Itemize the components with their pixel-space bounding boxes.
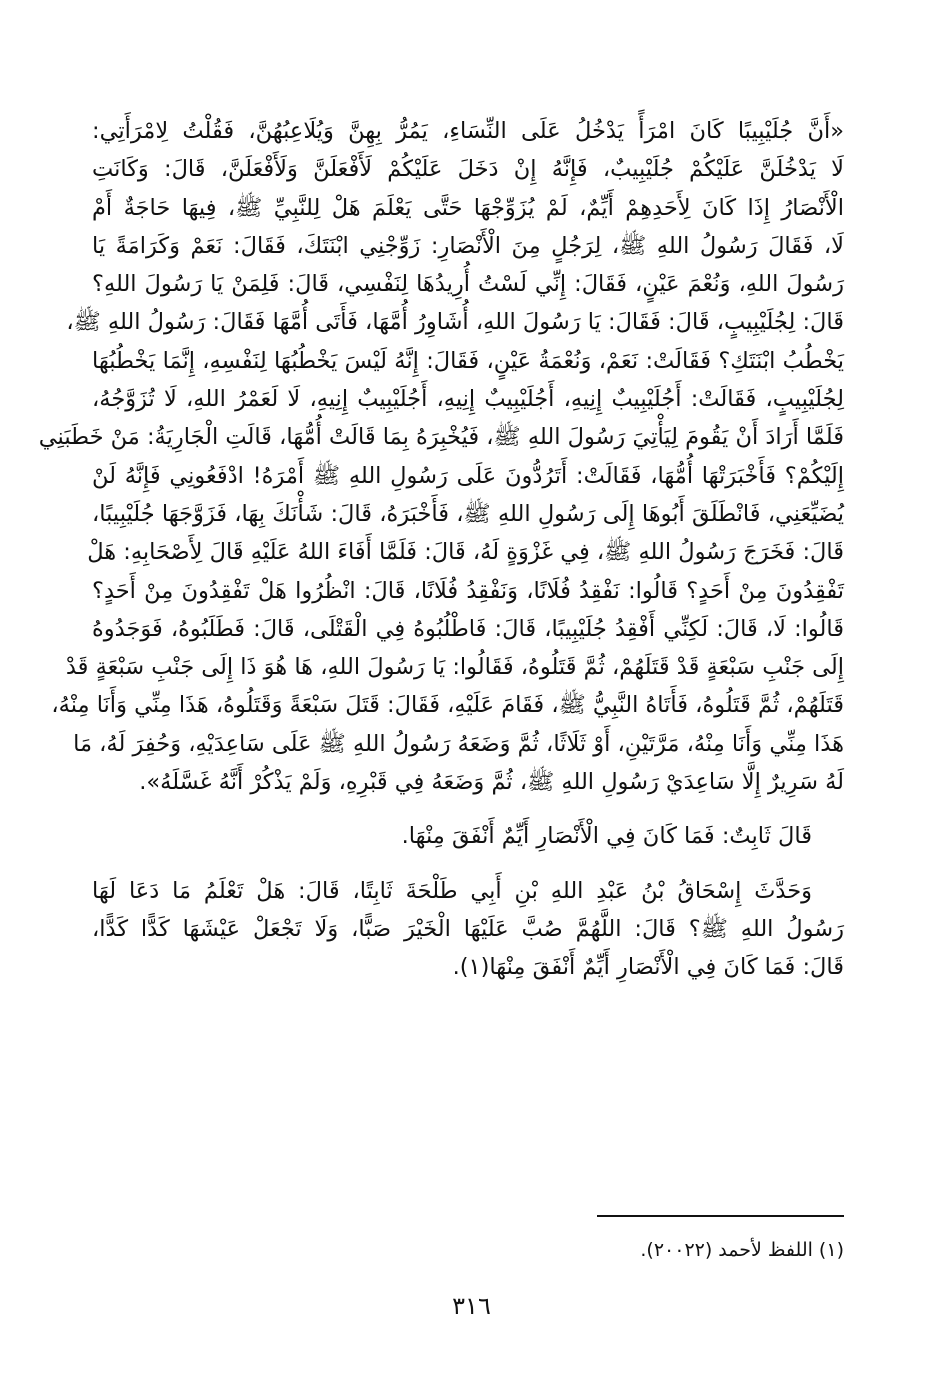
text-line: تَفْقِدُونَ مِنْ أَحَدٍ؟ قَالُوا: نَفْقِدُ فُلَانًا، وَنَفْقِدُ فُلَانًا، قَالَ: انْظُرُوا هَلْ تَفْقِدُونَ مِنْ أَحَدٍ؟ (92, 577, 844, 604)
text-line: الْأَنْصَارُ إِذَا كَانَ لِأَحَدِهِمْ أَيِّمٌ، لَمْ يُزَوِّجْهَا حَتَّى يَعْلَمَ هَلْ لِلنَّبِيِّ ﷺ، فِيهَا حَاجَةٌ أَمْ (92, 194, 844, 221)
text-line: قَالَ: لِجُلَيْبِيبٍ، قَالَ: فَقَالَ: يَا رَسُولَ اللهِ، أُشَاوِرُ أُمَّهَا، فَأَتَى أُمَّهَا فَقَالَ: رَسُولُ اللهِ ﷺ، (66, 309, 844, 336)
text-line: لَهُ سَرِيرٌ إِلَّا سَاعِدَيْ رَسُولِ اللهِ ﷺ، ثُمَّ وَضَعَهُ فِي قَبْرِهِ، وَلَمْ يَذْكُرْ أَنَّهُ غَسَّلَهُ». (139, 769, 844, 796)
footnote-divider (597, 1215, 844, 1217)
text-line: رَسُولَ اللهِ، وَنُعْمَ عَيْنٍ، فَقَالَ: إِنِّي لَسْتُ أُرِيدُهَا لِنَفْسِي، قَالَ: فَلِمَنْ يَا رَسُولَ اللهِ؟ (92, 271, 844, 298)
text-line: لِجُلَيْبِيبٍ، فَقَالَتْ: أَجُلَيْبِيبٌ إِنِيهِ، أَجُلَيْبِيبٌ إِنِيهِ، أَجُلَيْبِيبٌ إِنِيهِ، لَا لَعَمْرُ اللهِ، لَا تُزَوَّجُهُ، (92, 386, 844, 413)
footnote: (١) اللفظ لأحمد (٢٠٠٢٢). (640, 1239, 844, 1261)
text-line: «أَنَّ جُلَيْبِيبًا كَانَ امْرَأً يَدْخُلُ عَلَى النِّسَاءِ، يَمُرُّ بِهِنَّ وَيُلَاعِبُهُنَّ، فَقُلْتُ لِامْرَأَتِي: (92, 118, 844, 144)
main-text (38, 112, 844, 987)
text-line: إِلَى جَنْبِ سَبْعَةٍ قَدْ قَتَلَهُمْ، ثُمَّ قَتَلُوهُ، فَقَالُوا: يَا رَسُولَ اللهِ، هَا هُوَ ذَا إِلَى جَنْبِ سَبْعَةٍ قَدْ (65, 654, 844, 681)
page-number: ٣١٦ (452, 1292, 491, 1320)
text-line: قَالَ ثَابِتٌ: فَمَا كَانَ فِي الْأَنْصَارِ أَيِّمٌ أَنْفَقَ مِنْهَا. (401, 823, 812, 850)
ishaq-paragraph (92, 872, 844, 987)
text-line: إِلَيْكُمْ؟ فَأَخْبَرَتْهَا أُمُّهَا، فَقَالَتْ: أَتَرُدُّونَ عَلَى رَسُولِ اللهِ ﷺ أَمْرَهُ! ادْفَعُونِي فَإِنَّهُ لَنْ (92, 462, 844, 489)
text-line: فَلَمَّا أَرَادَ أَنْ يَقُومَ لِيَأْتِيَ رَسُولَ اللهِ ﷺ، فَيُخْبِرَهُ بِمَا قَالَتْ أُمُّهَا، قَالَتِ الْجَارِيَةُ: مَنْ خَطَبَنِي (38, 424, 844, 451)
text-line: قَالَ: فَمَا كَانَ فِي الْأَنْصَارِ أَيِّمٌ أَنْفَقَ مِنْهَا(١). (452, 954, 844, 981)
text-line: يُضَيِّعَنِي، فَانْطَلَقَ أَبُوهَا إِلَى رَسُولِ اللهِ ﷺ، فَأَخْبَرَهُ، قَالَ: شَأْنَكَ بِهَا، فَزَوَّجَهَا جُلَيْبِيبًا، (92, 500, 844, 527)
text-line: لَا، فَقَالَ رَسُولُ اللهِ ﷺ، لِرَجُلٍ مِنَ الْأَنْصَارِ: زَوِّجْنِي ابْنَتَكَ، فَقَالَ: نَعَمْ وَكَرَامَةً يَا (92, 232, 844, 259)
text-line: يَخْطُبُ ابْنَتَكِ؟ فَقَالَتْ: نَعَمْ، وَنُعْمَةُ عَيْنٍ، فَقَالَ: إِنَّهُ لَيْسَ يَخْطُبُهَا لِنَفْسِهِ، إِنَّمَا يَخْطُبُهَا (92, 347, 844, 374)
text-line: وَحَدَّثَ إِسْحَاقُ بْنُ عَبْدِ اللهِ بْنِ أَبِي طَلْحَةَ ثَابِتًا، قَالَ: هَلْ تَعْلَمُ مَا دَعَا لَهَا (92, 877, 812, 904)
thabit-paragraph (92, 817, 844, 855)
hadith-paragraph (38, 112, 844, 801)
text-line: رَسُولُ اللهِ ﷺ؟ قَالَ: اللَّهُمَّ صُبَّ عَلَيْهَا الْخَيْرَ صَبًّا، وَلَا تَجْعَلْ عَيْشَهَا كَدًّا كَدًّا، (92, 915, 844, 942)
text-line: هَذَا مِنِّي وَأَنَا مِنْهُ، مَرَّتَيْنِ، أَوْ ثَلَاثًا، ثُمَّ وَضَعَهُ رَسُولُ اللهِ ﷺ عَلَى سَاعِدَيْهِ، وَحُفِرَ لَهُ، مَا (73, 730, 844, 757)
text-line: قَالُوا: لَا، قَالَ: لَكِنِّي أَفْقِدُ جُلَيْبِيبًا، قَالَ: فَاطْلُبُوهُ فِي الْقَتْلَى، قَالَ: فَطَلَبُوهُ، فَوَجَدُوهُ (92, 615, 844, 642)
text-line: قَالَ: فَخَرَجَ رَسُولُ اللهِ ﷺ، فِي غَزْوَةٍ لَهُ، قَالَ: فَلَمَّا أَفَاءَ اللهُ عَلَيْهِ قَالَ لِأَصْحَابِهِ: هَلْ (87, 539, 844, 566)
text-line: قَتَلَهُمْ، ثُمَّ قَتَلُوهُ، فَأَتَاهُ النَّبِيُّ ﷺ، فَقَامَ عَلَيْهِ، فَقَالَ: قَتَلَ سَبْعَةً وَقَتَلُوهُ، هَذَا مِنِّي وَأَنَا مِنْهُ، (51, 692, 844, 719)
text-line: لَا يَدْخُلَنَّ عَلَيْكُمْ جُلَيْبِيبٌ، فَإِنَّهُ إِنْ دَخَلَ عَلَيْكُمْ لَأَفْعَلَنَّ وَلَأَفْعَلَنَّ، قَالَ: وَكَانَتِ (92, 156, 844, 183)
